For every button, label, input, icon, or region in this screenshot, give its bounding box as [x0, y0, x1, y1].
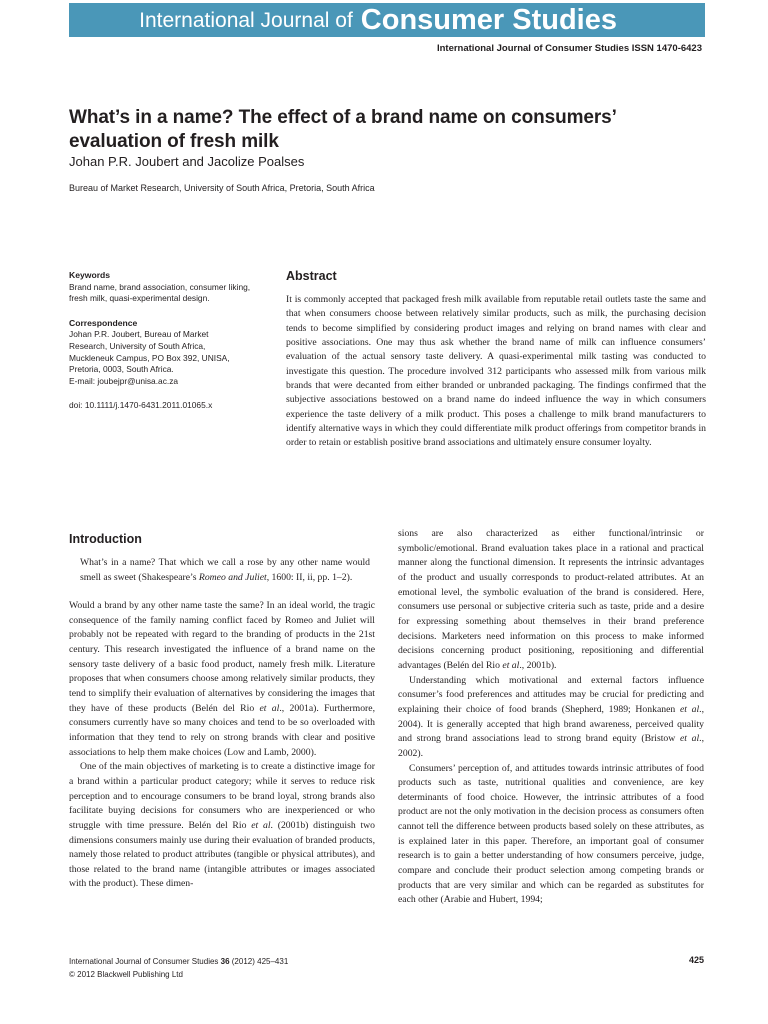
text-run-italic: et al — [502, 659, 520, 671]
body-paragraph — [69, 760, 375, 892]
quote-text: What’s in a name? That which we call a rose by any other name would smell as sweet (Shakespeare’s — [80, 557, 370, 583]
epigraph-quote — [80, 556, 370, 585]
text-run: sions are also characterized as either functional/intrinsic or symbolic/emotional. Brand evaluation takes place in a rational and practical manner along the functional dimension. It represents the intrinsic advantages of the product and usually corresponds to product-related attributes. At an emotional level, the symbolic evaluation of the brand is considered. Here, consumers use personal or subjective criteria such as taste, pride and a desire for expressing something about themselves in their brand preference decisions. Marketers need information on this process to make informed decisions concerning product positioning, repositioning and differential advantages (Belén del Rio — [398, 528, 704, 671]
article-authors: Johan P.R. Joubert and Jacolize Poalses — [69, 154, 305, 169]
body-paragraph — [398, 527, 704, 674]
doi-link[interactable]: doi: 10.1111/j.1470-6431.2011.01065.x — [69, 400, 213, 411]
quote-source: Romeo and Juliet — [198, 571, 267, 583]
text-run: ., 2004). It is generally accepted that high brand awareness, perceived quality and strong brand associations lead to strong brand equity (Bristow — [398, 703, 704, 745]
footer-copyright: © 2012 Blackwell Publishing Ltd — [69, 970, 183, 979]
abstract-heading: Abstract — [286, 269, 337, 283]
text-run: Understanding which motivational and external factors influence consumer’s food preferences and attitudes may be crucial for predicting and explaining their choice of food brands (Shepherd, 1989; Honkanen — [398, 674, 704, 715]
correspondence-line: Johan P.R. Joubert, Bureau of Market — [69, 329, 209, 340]
correspondence-line: Research, University of South Africa, — [69, 340, 206, 351]
article-affiliation: Bureau of Market Research, University of South Africa, Pretoria, South Africa — [69, 183, 375, 193]
abstract-text: It is commonly accepted that packaged fresh milk available from reputable retail outlets taste the same and that when consumers choose between relatively similar products, such as milk, the purchasing decision tends to become simplified by considering product images and relying on brand names with clear and positive associations. One may thus ask whether the brand name of milk can influence consumers’ evaluation of the actual sensory taste delivery. A quasi-experimental milk tasting was conducted to investigate this question. The procedure involved 312 participants who assessed milk from various milk brands that were decanted from either branded or unbranded packaging. The findings confirmed that the subjective associations bestowed on a brand name do indeed influence the way in which consumers experience the taste delivery of a milk product. This poses a challenge to milk brand manufacturers to identify alternative ways in which they could differentiate milk product offerings from competitor brands in order to retain or establish positive brand associations and ultimately ensure consumer loyalty. — [286, 294, 706, 449]
introduction-heading: Introduction — [69, 532, 142, 546]
text-run-italic: et al — [259, 702, 280, 714]
text-run: Would a brand by any other name taste the same? In an ideal world, the tragic consequence of the family naming conflict faced by Romeo and Juliet will probably not be repeated with regard to the branding of products in the 21st century. This research investigated the influence of a brand name on the sensory taste delivery of a basic food product, namely fresh milk. Literature proposes that when consumers choose among relatively similar products, they tend to simplify their evaluation of alternatives by considering the images that they have of these products (Belén del Rio — [69, 600, 375, 714]
article-title: What’s in a name? The effect of a brand name on consumers’ evaluation of fresh milk — [69, 107, 616, 152]
text-run: ., 2002). — [398, 733, 704, 759]
text-run-italic: et al — [679, 703, 700, 715]
text-run: ., 2001a). Furthermore, consumers currently have so many choices and tend to be so overloaded with information that they tend to rely on strong brands with clear and positive associations to help them make choices (Low and Lamb, 2000). — [69, 702, 375, 758]
correspondence-heading: Correspondence — [69, 317, 138, 328]
article-sidebar — [69, 270, 269, 412]
correspondence-line: Muckleneuk Campus, PO Box 392, UNISA, — [69, 352, 230, 363]
body-paragraph — [69, 599, 375, 760]
journal-name-small: International Journal of — [139, 9, 353, 32]
correspondence-block — [69, 318, 269, 388]
body-column-left — [69, 599, 375, 892]
footer-volume: 36 — [220, 957, 230, 966]
body-paragraph: Consumers’ perception of, and attitudes towards intrinsic attributes of food products such as taste, nutritional qualities and convenience, are key determinants of food choice. However, the intrinsic attributes of a food product are not the only motivation in the decision process as consumers often cannot tell the difference between products based solely on these attributes, as is explained later in this paper. Therefore, an important goal of consumer research is to gain a better understanding of how consumers perceive, judge, compare and conclude their product selection among competing brands or products that are very similar and which can be regarded as substitutes for each other (Arabie and Hubert, 1994; — [398, 762, 704, 906]
text-run-italic: et al — [679, 733, 700, 745]
body-column-right — [398, 527, 704, 908]
text-run-italic: et al — [251, 819, 271, 831]
page-number: 425 — [688, 955, 704, 965]
text-run: One of the main objectives of marketing is to create a distinctive image for a brand within a particular product category; while it serves to reduce risk perception and to encourage consumers to be brand loyal, strong brands also facilitate buying decisions for consumers who are inexperienced or who struggle with time pressure. Belén del Rio — [69, 761, 375, 831]
body-paragraph — [398, 674, 704, 762]
text-run: . (2001b) distinguish two dimensions consumers mainly use during their evaluation of branded products, namely those related to product attributes (tangible or physical attributes), and those related to the brand name (intangible attributes or images associated with the product). These dimen- — [69, 819, 376, 890]
keywords-block — [69, 270, 269, 305]
keywords-heading: Keywords — [69, 270, 111, 280]
keywords-text: Brand name, brand association, consumer liking, fresh milk, quasi-experimental design. — [69, 281, 251, 304]
text-run: ., 2001b). — [519, 659, 557, 671]
correspondence-email[interactable]: E-mail: joubejpr@unisa.ac.za — [69, 375, 179, 386]
quote-citation: , 1600: II, ii, pp. 1–2). — [266, 571, 353, 583]
footer-citation — [69, 955, 288, 981]
footer-pages: (2012) 425–431 — [229, 957, 289, 966]
journal-banner — [69, 3, 705, 37]
footer-journal-line — [69, 955, 288, 968]
footer-journal-name: International Journal of Consumer Studies — [69, 957, 221, 966]
journal-name-big: Consumer Studies — [360, 3, 617, 36]
issn-line: International Journal of Consumer Studies ISSN 1470-6423 — [436, 43, 702, 54]
correspondence-line: Pretoria, 0003, South Africa. — [69, 364, 174, 375]
